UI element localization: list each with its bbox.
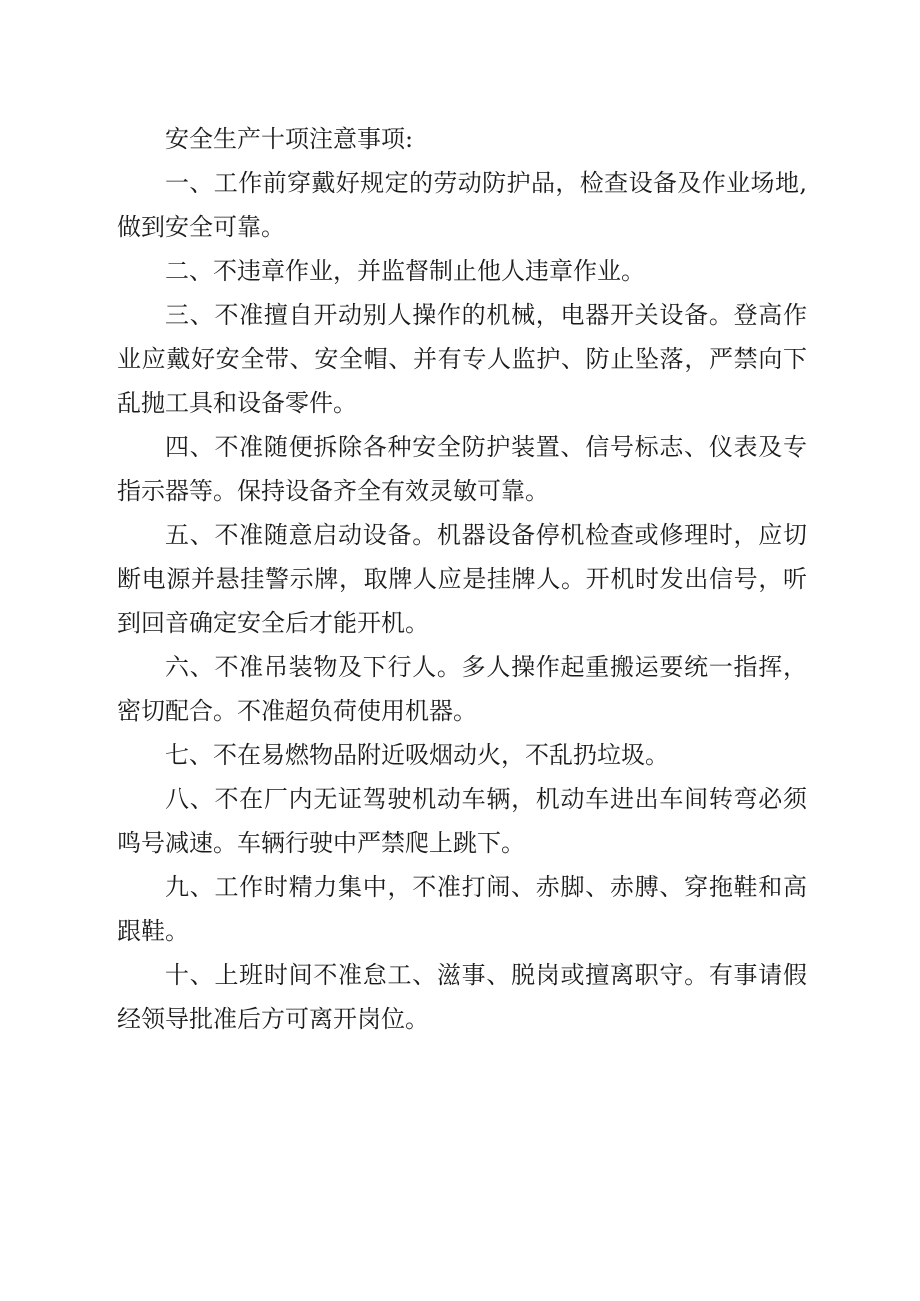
rule-item-1: 一、工作前穿戴好规定的劳动防护品，检查设备及作业场地,做到安全可靠。: [117, 169, 807, 241]
rule-item-4: 四、不准随便拆除各种安全防护装置、信号标志、仪表及专指示器等。保持设备齐全有效灵敏可靠。: [117, 433, 807, 505]
rule-item-3: 三、不准擅自开动别人操作的机械，电器开关设备。登高作业应戴好安全带、安全帽、并有专人监护、防止坠落，严禁向下乱抛工具和设备零件。: [117, 301, 807, 417]
document-title: 安全生产十项注意事项:: [165, 125, 414, 153]
rule-item-8: 八、不在厂内无证驾驶机动车辆，机动车进出车间转弯必须鸣号减速。车辆行驶中严禁爬上跳下。: [117, 785, 807, 857]
rule-item-2: 二、不违章作业，并监督制止他人违章作业。: [165, 257, 645, 285]
rule-item-9: 九、工作时精力集中，不准打闹、赤脚、赤膊、穿拖鞋和高跟鞋。: [117, 873, 807, 945]
rule-item-6: 六、不准吊装物及下行人。多人操作起重搬运要统一指挥，密切配合。不准超负荷使用机器。: [117, 653, 807, 725]
rule-item-7: 七、不在易燃物品附近吸烟动火，不乱扔垃圾。: [165, 741, 669, 769]
rule-item-10: 十、上班时间不准怠工、滋事、脱岗或擅离职守。有事请假经领导批准后方可离开岗位。: [117, 961, 807, 1033]
document-body: [117, 117, 807, 1041]
rule-item-5: 五、不准随意启动设备。机器设备停机检查或修理时，应切断电源并悬挂警示牌，取牌人应是挂牌人。开机时发出信号，听到回音确定安全后才能开机。: [117, 521, 807, 637]
